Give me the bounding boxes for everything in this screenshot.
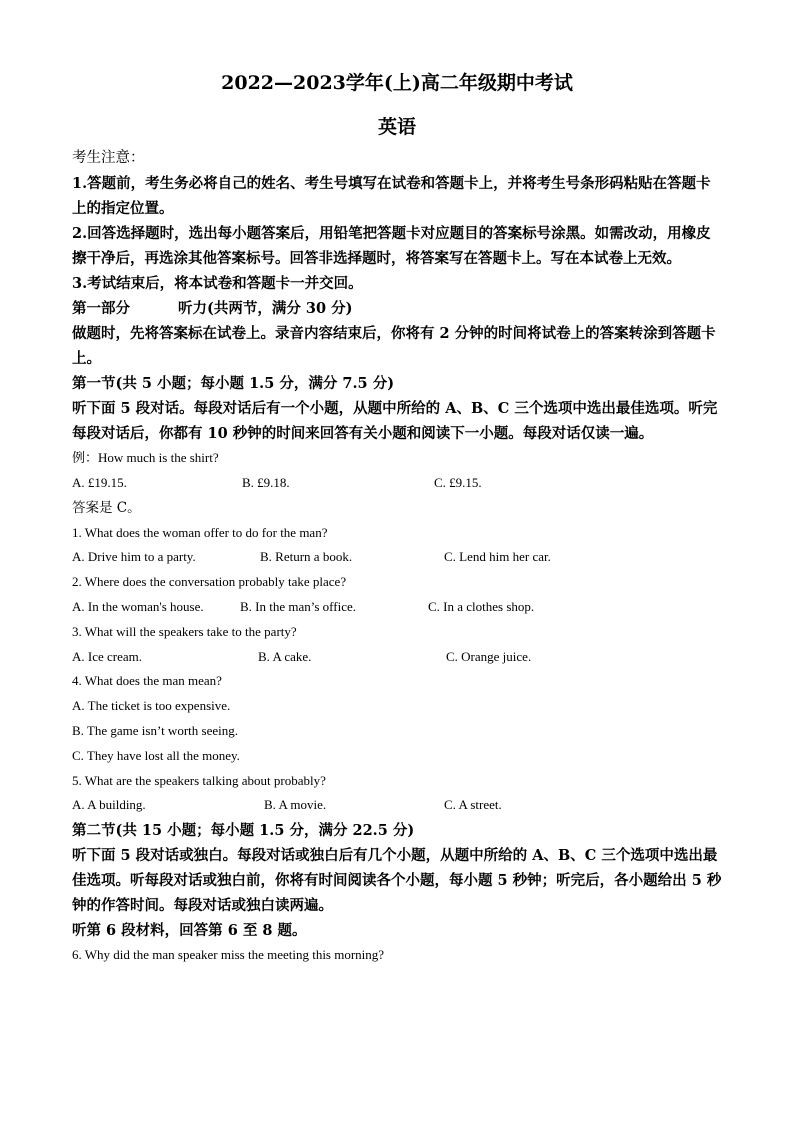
notice-item-1: 1.答题前，考生务必将自己的姓名、考生号填写在试卷和答题卡上，并将考生号条形码粘贴在答题卡上的指定位置。 [72, 175, 711, 217]
option-b: B. The game isn’t worth seeing. [72, 722, 238, 738]
option-c: C. Orange juice. [446, 648, 532, 664]
question-1: 1. What does the woman offer to do for the man? [72, 524, 328, 540]
example-options [72, 471, 722, 496]
example-answer: 答案是 C。 [72, 499, 141, 516]
notice-item-3: 3.考试结束后，将本试卷和答题卡一并交回。 [72, 275, 363, 292]
exam-page [72, 62, 722, 968]
option-c: C. Lend him her car. [444, 549, 551, 565]
question-2-options [72, 595, 722, 620]
question-2: 2. Where does the conversation probably take place? [72, 574, 347, 590]
part1-title: 听力(共两节，满分 30 分) [178, 300, 353, 317]
example-option-c: C. £9.15. [434, 474, 482, 490]
option-a: A. The ticket is too expensive. [72, 698, 231, 714]
material-6-heading: 听第 6 段材料，回答第 6 至 8 题。 [72, 922, 307, 940]
section1-instructions: 听下面 5 段对话。每段对话后有一个小题，从题中所给的 A、B、C 三个选项中选出最佳选项。听完每段对话后，你都有 10 秒钟的时间来回答有关小题和阅读下一小题。每段对话仅读一遍。 [72, 400, 718, 442]
subject-title: 英语 [377, 116, 416, 138]
option-a: A. In the woman's house. [72, 598, 204, 614]
question-5: 5. What are the speakers talking about probably? [72, 772, 326, 788]
option-a: A. A building. [72, 797, 146, 813]
option-c: C. In a clothes shop. [428, 598, 535, 614]
part1-label: 第一部分 [72, 300, 130, 317]
option-b: B. Return a book. [260, 549, 353, 565]
section2-instructions: 听下面 5 段对话或独白。每段对话或独白后有几个小题，从题中所给的 A、B、C 三个选项中选出最佳选项。听每段对话或独白前，你将有时间阅读各个小题，每小题 5 秒钟；听完后，各小题给出 5 秒钟的作答时间。每段对话或独白读两遍。 [72, 847, 722, 915]
exam-title: 2022—2023学年(上)高二年级期中考试 [221, 72, 573, 94]
part1-heading [72, 296, 722, 321]
question-4: 4. What does the man mean? [72, 673, 222, 689]
option-c: C. They have lost all the money. [72, 747, 240, 763]
example-option-b: B. £9.18. [242, 474, 290, 490]
option-c: C. A street. [444, 797, 502, 813]
example-option-a: A. £19.15. [72, 474, 127, 490]
example-question: 例：How much is the shirt? [72, 450, 219, 465]
option-b: B. A movie. [264, 797, 327, 813]
notice-item-2: 2.回答选择题时，选出每小题答案后，用铅笔把答题卡对应题目的答案标号涂黑。如需改动，用橡皮擦干净后，再选涂其他答案标号。回答非选择题时，将答案写在答题卡上。写在本试卷上无效。 [72, 225, 711, 267]
question-5-options [72, 793, 722, 818]
section2-heading: 第二节(共 15 小题；每小题 1.5 分，满分 22.5 分) [72, 822, 415, 840]
option-b: B. A cake. [258, 648, 312, 664]
option-a: A. Drive him to a party. [72, 549, 196, 565]
question-1-options [72, 545, 722, 570]
question-3-options [72, 645, 722, 670]
question-3: 3. What will the speakers take to the party? [72, 623, 297, 639]
part1-instructions: 做题时，先将答案标在试卷上。录音内容结束后，你将有 2 分钟的时间将试卷上的答案转涂到答题卡上。 [72, 325, 716, 367]
option-a: A. Ice cream. [72, 648, 143, 664]
question-6: 6. Why did the man speaker miss the meeting this morning? [72, 947, 385, 963]
notice-heading: 考生注意： [72, 150, 145, 166]
option-b: B. In the man’s office. [240, 598, 357, 614]
section1-heading: 第一节(共 5 小题；每小题 1.5 分，满分 7.5 分) [72, 375, 395, 392]
